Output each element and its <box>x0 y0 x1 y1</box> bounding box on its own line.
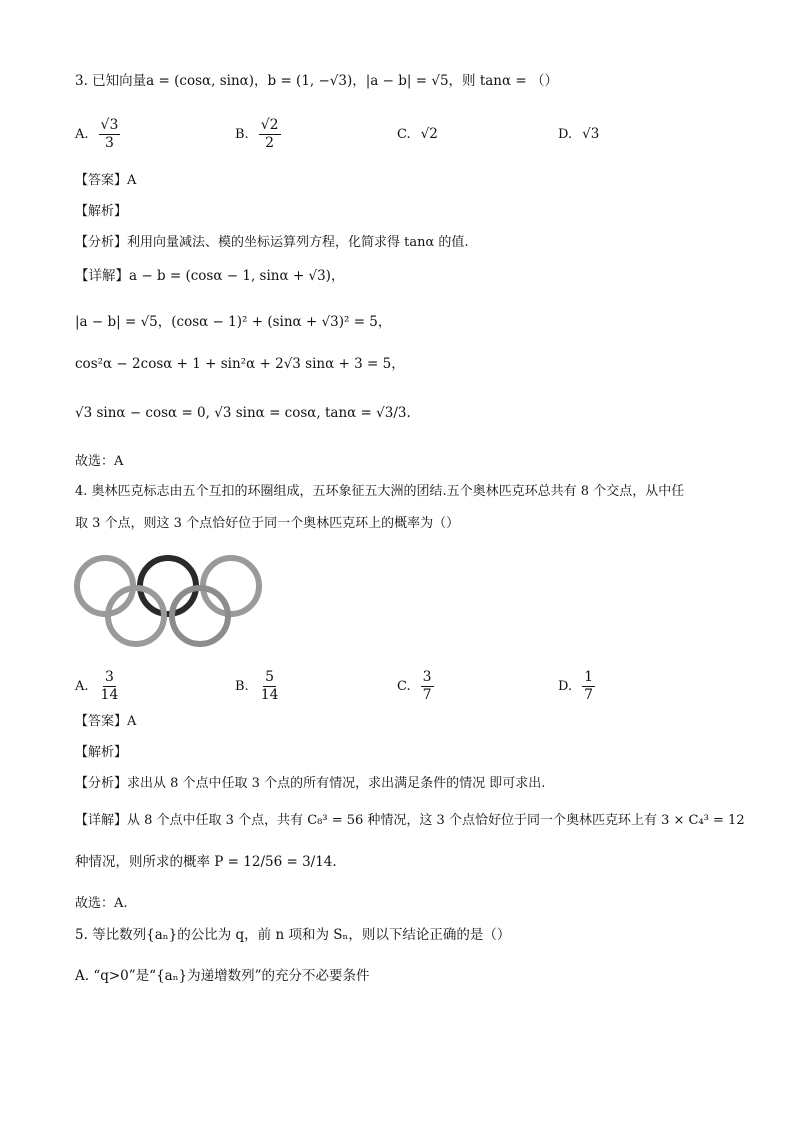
q3-xiangjie-line <box>75 267 734 285</box>
denominator: 2 <box>265 134 275 151</box>
fraction <box>421 669 434 704</box>
option-letter: C. <box>397 126 411 142</box>
fenxi-text: 求出从 8 个点中任取 3 个点的所有情况，求出满足条件的情况 即可求出. <box>127 776 546 791</box>
option-letter: D. <box>558 678 573 694</box>
numerator: 5 <box>265 668 275 685</box>
q4-detail-line-1 <box>75 812 745 830</box>
q3-option-a <box>75 112 120 156</box>
denominator: 14 <box>260 686 279 703</box>
q3-options <box>75 112 735 156</box>
fenxi-tag: 【分析】 <box>75 776 128 791</box>
answer-value: A <box>127 714 137 729</box>
xiangjie-tag: 【详解】 <box>75 813 128 828</box>
q4-fenxi-line <box>75 775 734 793</box>
numerator: 3 <box>422 668 432 685</box>
q3-stem: 3. 已知向量a = (cosα, sinα)，b = (1, −√3)，|a − b| = √5，则 tanα = （） <box>75 73 559 89</box>
q4-detail-line-2: 种情况，则所求的概率 P = 12/56 = 3/14. <box>75 854 337 870</box>
q3-conclusion: 故选：A <box>75 454 124 469</box>
fenxi-text: 利用向量减法、模的坐标运算列方程，化简求得 tanα 的值. <box>127 235 469 250</box>
q5-stem: 5. 等比数列{aₙ}的公比为 q，前 n 项和为 Sₙ，则以下结论正确的是（） <box>75 927 511 943</box>
numerator: 1 <box>584 668 594 685</box>
step-1: a − b = (cosα − 1, sinα + √3)， <box>129 268 345 284</box>
q4-option-c <box>397 664 434 708</box>
q4-option-b <box>235 664 281 708</box>
denominator: 14 <box>100 686 119 703</box>
q4-conclusion: 故选：A. <box>75 896 128 911</box>
ring-bottom-right <box>172 588 228 644</box>
q4-option-a <box>75 664 120 708</box>
fraction <box>259 669 281 704</box>
option-value: √2 <box>420 126 438 142</box>
q4-stem-line-1: 4. 奥林匹克标志由五个互扣的环圈组成，五环象征五大洲的团结.五个奥林匹克环总共有 8 个交点，从中任 <box>75 484 685 499</box>
denominator: 7 <box>584 686 594 703</box>
q4-answer-line <box>75 713 734 731</box>
q3-analysis-tag: 【解析】 <box>75 204 128 219</box>
ring-top-middle <box>140 558 196 614</box>
fraction <box>582 669 595 704</box>
q4-option-d <box>558 664 595 708</box>
xiangjie-tag: 【详解】 <box>75 268 129 284</box>
fraction <box>259 117 281 152</box>
q3-option-d <box>558 112 599 156</box>
q3-step-4: √3 sinα − cosα = 0, √3 sinα = cosα, tanα = √3/3. <box>75 405 411 421</box>
q3-step-2: |a − b| = √5，(cosα − 1)² + (sinα + √3)² = 5， <box>75 314 392 330</box>
answer-tag: 【答案】 <box>75 714 128 729</box>
option-letter: D. <box>558 126 573 142</box>
option-letter: B. <box>235 678 249 694</box>
answer-tag: 【答案】 <box>75 173 128 188</box>
q4-options <box>75 664 735 708</box>
option-letter: A. <box>75 678 89 694</box>
denominator: 3 <box>104 134 114 151</box>
option-letter: C. <box>397 678 411 694</box>
q3-fenxi-line <box>75 234 734 252</box>
fraction <box>99 669 121 704</box>
option-letter: A. <box>75 126 89 142</box>
numerator: 3 <box>104 668 114 685</box>
option-letter: B. <box>235 126 249 142</box>
ring-top-right <box>203 558 259 614</box>
detail-text: 从 8 个点中任取 3 个点，共有 C₈³ = 56 种情况，这 3 个点恰好位于同一个奥林匹克环上有 3 × C₄³ = 12 <box>127 813 745 828</box>
q4-stem-line-2: 取 3 个点，则这 3 个点恰好位于同一个奥林匹克环上的概率为（） <box>75 516 460 531</box>
ring-bottom-left <box>108 588 164 644</box>
option-value: √3 <box>582 126 600 142</box>
q3-step-3: cos²α − 2cosα + 1 + sin²α + 2√3 sinα + 3 = 5， <box>75 356 405 372</box>
q3-option-c <box>397 112 438 156</box>
q5-option-a: A. “q>0”是“{aₙ}为递增数列”的充分不必要条件 <box>75 968 370 984</box>
q4-analysis-tag: 【解析】 <box>75 745 128 760</box>
olympic-rings-image <box>72 553 264 649</box>
ring-top-left <box>77 558 133 614</box>
fenxi-tag: 【分析】 <box>75 235 128 250</box>
numerator: √3 <box>100 116 119 133</box>
answer-value: A <box>127 173 137 188</box>
q3-option-b <box>235 112 281 156</box>
numerator: √2 <box>260 116 279 133</box>
q3-answer-line <box>75 172 734 190</box>
fraction <box>99 117 121 152</box>
denominator: 7 <box>422 686 432 703</box>
